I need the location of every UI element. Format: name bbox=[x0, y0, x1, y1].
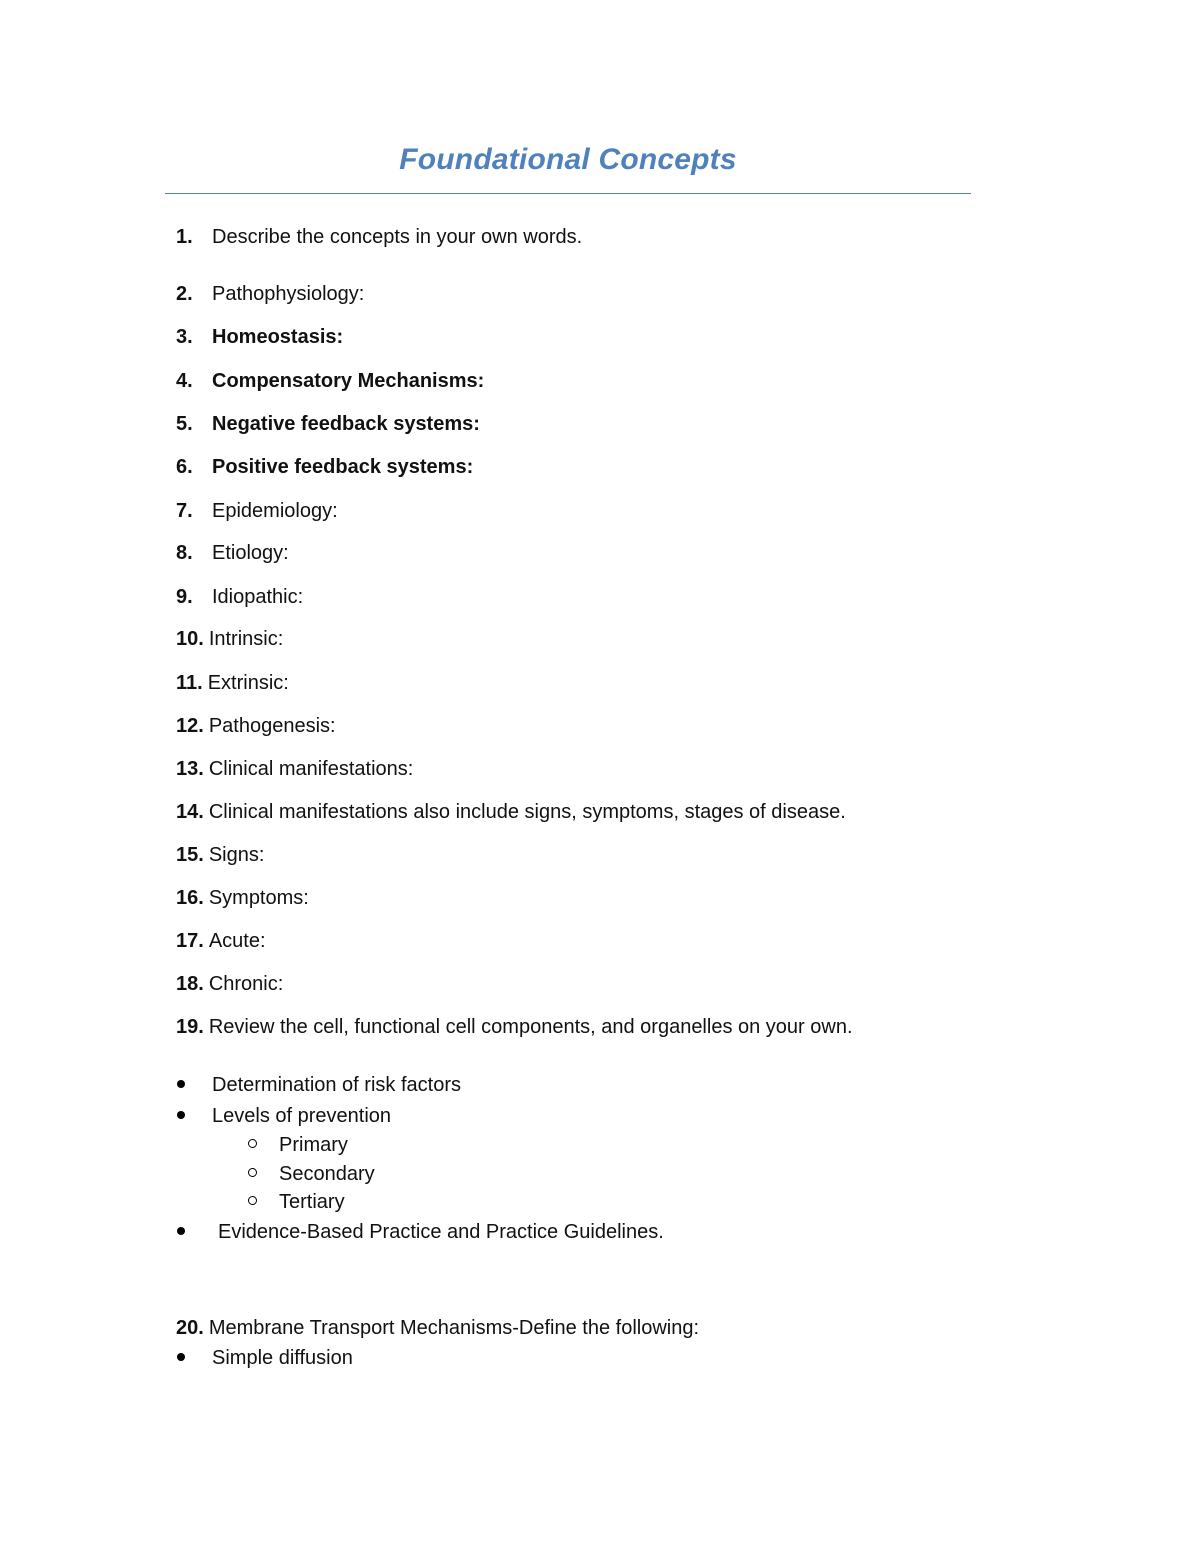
list-item bbox=[176, 885, 309, 911]
item-text: Extrinsic: bbox=[207, 672, 289, 694]
title-divider bbox=[165, 193, 971, 194]
bullet-icon bbox=[177, 1353, 185, 1361]
item-number: 16. bbox=[176, 887, 204, 909]
list-item bbox=[176, 1315, 699, 1341]
item-text: Signs: bbox=[208, 844, 265, 866]
item-text: Etiology: bbox=[212, 542, 289, 564]
item-text: Negative feedback systems: bbox=[212, 413, 480, 435]
list-item bbox=[176, 584, 303, 610]
item-text: Describe the concepts in your own words. bbox=[212, 226, 583, 248]
list-item bbox=[176, 626, 283, 652]
circle-bullet-icon bbox=[248, 1139, 257, 1148]
page-title: Foundational Concepts bbox=[399, 143, 737, 176]
item-number: 12. bbox=[176, 715, 204, 737]
item-text: Idiopathic: bbox=[212, 586, 304, 608]
list-item bbox=[176, 324, 343, 350]
bullet-icon bbox=[177, 1227, 185, 1235]
item-number: 7. bbox=[176, 500, 193, 522]
item-text: Positive feedback systems: bbox=[212, 456, 474, 478]
item-text: Membrane Transport Mechanisms-Define the following: bbox=[208, 1317, 700, 1339]
list-item bbox=[176, 670, 289, 696]
item-number: 9. bbox=[176, 586, 193, 608]
item-number: 17. bbox=[176, 930, 204, 952]
list-item bbox=[176, 411, 480, 437]
list-item bbox=[176, 799, 846, 825]
bullet-text: Determination of risk factors bbox=[212, 1074, 461, 1096]
circle-bullet-icon bbox=[248, 1196, 257, 1205]
item-number: 1. bbox=[176, 226, 193, 248]
item-text: Pathophysiology: bbox=[212, 283, 365, 305]
item-number: 20. bbox=[176, 1317, 204, 1339]
bullet-text: Evidence-Based Practice and Practice Guidelines. bbox=[218, 1221, 664, 1243]
list-item bbox=[176, 842, 264, 868]
circle-bullet-icon bbox=[248, 1168, 257, 1177]
sub-bullet-text: Secondary bbox=[279, 1163, 375, 1185]
sub-bullet-item bbox=[248, 1189, 345, 1215]
item-text: Compensatory Mechanisms: bbox=[212, 370, 485, 392]
item-number: 3. bbox=[176, 326, 193, 348]
sub-bullet-item bbox=[248, 1161, 375, 1187]
bullet-text: Levels of prevention bbox=[212, 1105, 392, 1127]
list-item bbox=[176, 368, 484, 394]
item-number: 5. bbox=[176, 413, 193, 435]
bullet-icon bbox=[177, 1080, 185, 1088]
list-item bbox=[176, 1014, 853, 1040]
bullet-item bbox=[176, 1345, 353, 1371]
list-item bbox=[176, 540, 289, 566]
item-number: 11. bbox=[176, 672, 203, 694]
item-number: 13. bbox=[176, 758, 204, 780]
item-text: Clinical manifestations also include signs, symptoms, stages of disease. bbox=[208, 801, 846, 823]
item-text: Symptoms: bbox=[208, 887, 309, 909]
item-text: Acute: bbox=[208, 930, 266, 952]
sub-bullet-text: Tertiary bbox=[279, 1191, 345, 1213]
sub-bullet-item bbox=[248, 1132, 348, 1158]
item-number: 6. bbox=[176, 456, 193, 478]
item-text: Pathogenesis: bbox=[208, 715, 336, 737]
bullet-item bbox=[176, 1219, 664, 1245]
item-number: 15. bbox=[176, 844, 204, 866]
item-text: Clinical manifestations: bbox=[208, 758, 414, 780]
list-item bbox=[176, 928, 266, 954]
item-text: Intrinsic: bbox=[208, 628, 284, 650]
sub-bullet-text: Primary bbox=[279, 1134, 348, 1156]
list-item bbox=[176, 454, 473, 480]
bullet-text: Simple diffusion bbox=[212, 1347, 353, 1369]
item-number: 19. bbox=[176, 1016, 204, 1038]
list-item bbox=[176, 224, 582, 250]
item-text: Review the cell, functional cell components, and organelles on your own. bbox=[208, 1016, 853, 1038]
item-number: 10. bbox=[176, 628, 204, 650]
item-text: Chronic: bbox=[208, 973, 284, 995]
bullet-icon bbox=[177, 1111, 185, 1119]
item-number: 2. bbox=[176, 283, 193, 305]
list-item bbox=[176, 713, 336, 739]
item-number: 8. bbox=[176, 542, 193, 564]
list-item bbox=[176, 281, 364, 307]
item-number: 4. bbox=[176, 370, 193, 392]
list-item bbox=[176, 971, 283, 997]
list-item bbox=[176, 498, 338, 524]
item-number: 14. bbox=[176, 801, 204, 823]
item-text: Homeostasis: bbox=[212, 326, 344, 348]
item-number: 18. bbox=[176, 973, 204, 995]
list-item bbox=[176, 756, 413, 782]
item-text: Epidemiology: bbox=[212, 500, 338, 522]
bullet-item bbox=[176, 1072, 461, 1098]
bullet-item bbox=[176, 1103, 391, 1129]
